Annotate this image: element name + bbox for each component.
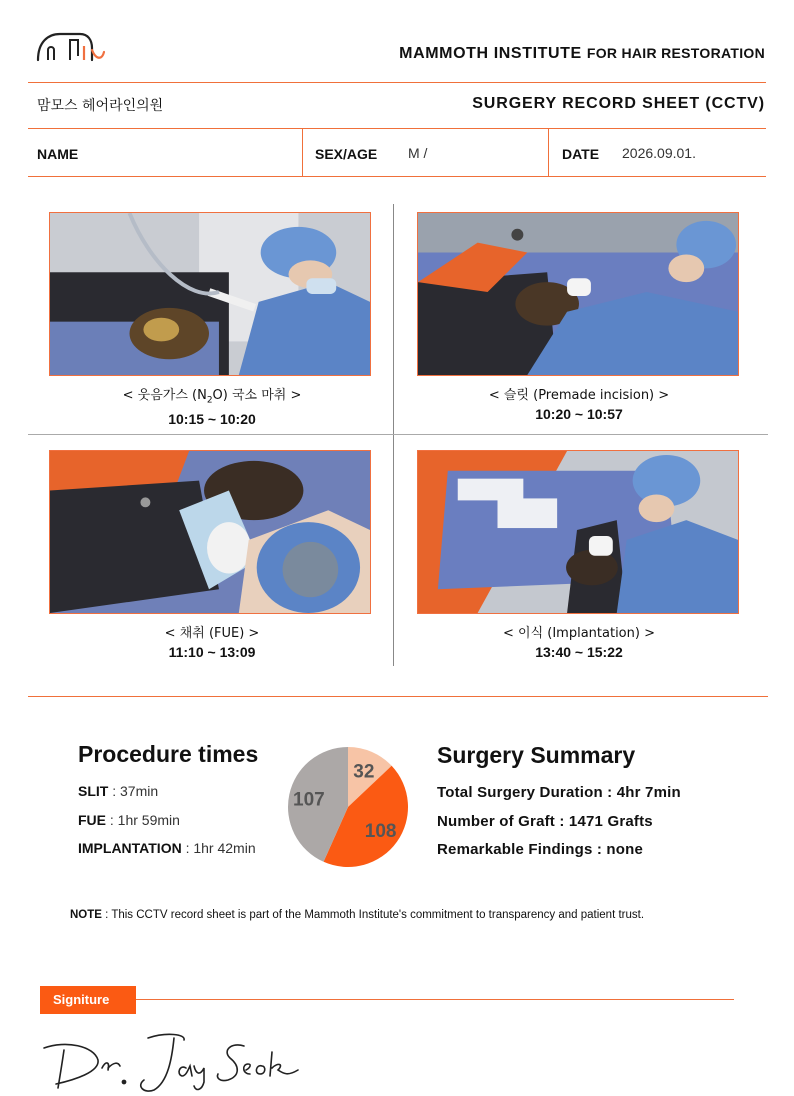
- name-label: NAME: [37, 146, 79, 162]
- sheet-title: SURGERY RECORD SHEET (CCTV): [472, 95, 765, 112]
- graft-count: Number of Graft : 1471 Grafts: [437, 813, 653, 830]
- caption-anesthesia: [42, 387, 382, 428]
- cctv-photo-anesthesia: [49, 212, 371, 376]
- date-label: DATE: [562, 146, 600, 162]
- remarkable-findings: Remarkable Findings : none: [437, 841, 644, 858]
- title-rule: [28, 128, 766, 129]
- procedure-label: IMPLANTATION: [78, 840, 182, 856]
- grid-divider-vertical: [393, 204, 394, 666]
- procedure-pie-chart: [286, 745, 410, 869]
- section-rule: [28, 696, 768, 697]
- institute-name: [399, 45, 765, 63]
- info-divider: [548, 129, 549, 176]
- surgery-summary-title: Surgery Summary: [437, 742, 636, 768]
- procedure-label: FUE: [78, 812, 106, 828]
- institute-main: MAMMOTH INSTITUTE: [399, 45, 582, 62]
- pie-label-slit: 32: [353, 761, 375, 783]
- signature-line: [136, 999, 734, 1000]
- note-label: NOTE: [70, 909, 102, 921]
- procedure-value: : 1hr 42min: [185, 840, 256, 856]
- info-rule: [28, 176, 766, 177]
- step-time: 13:40 ~ 15:22: [535, 644, 623, 660]
- step-name: < 웃음가스 $(N_2O)$ 국소 마취 >: [122, 388, 302, 406]
- date-value: 2026.09.01.: [622, 145, 696, 161]
- step-name: < 이식 (Implantation) >: [503, 626, 655, 641]
- caption-implantation: [409, 625, 749, 661]
- institute-sub: FOR HAIR RESTORATION: [586, 45, 765, 61]
- step-time: 10:15 ~ 10:20: [168, 410, 256, 427]
- procedure-label: SLIT: [78, 783, 109, 799]
- cctv-photo-fue: [49, 450, 371, 614]
- mammoth-logo-icon: [34, 26, 108, 66]
- procedure-value: : 1hr 59min: [109, 812, 180, 828]
- step-name: < 슬릿 (Premade incision) >: [488, 388, 670, 403]
- sex-age-label: SEX/AGE: [315, 146, 378, 162]
- cctv-photo-slit: [417, 212, 739, 376]
- pie-label-fue: 108: [364, 821, 397, 843]
- clinic-korean-name: 맘모스 헤어라인의원: [37, 98, 164, 114]
- signature-label: Signiture: [40, 986, 136, 1014]
- note: [70, 909, 644, 921]
- procedure-value: : 37min: [112, 783, 159, 799]
- step-time: 10:20 ~ 10:57: [535, 406, 623, 422]
- signature-image: [36, 1024, 306, 1094]
- procedure-times-title: Procedure times: [78, 741, 259, 767]
- pie-label-implantation: 107: [293, 789, 325, 811]
- info-divider: [302, 129, 303, 176]
- caption-fue: [42, 625, 382, 661]
- header-rule: [28, 82, 766, 83]
- sex-age-value: M /: [408, 145, 428, 161]
- step-time: 11:10 ~ 13:09: [168, 644, 256, 660]
- procedure-slit: [78, 783, 158, 799]
- procedure-implantation: [78, 840, 256, 856]
- procedure-fue: [78, 812, 180, 828]
- note-text: : This CCTV record sheet is part of the Mammoth Institute's commitment to transparency and patient trust.: [101, 909, 645, 921]
- caption-slit: [409, 387, 749, 423]
- step-name: < 채취 (FUE) >: [164, 626, 260, 641]
- cctv-photo-implantation: [417, 450, 739, 614]
- grid-divider-horizontal: [28, 434, 768, 435]
- total-duration: Total Surgery Duration : 4hr 7min: [437, 784, 681, 801]
